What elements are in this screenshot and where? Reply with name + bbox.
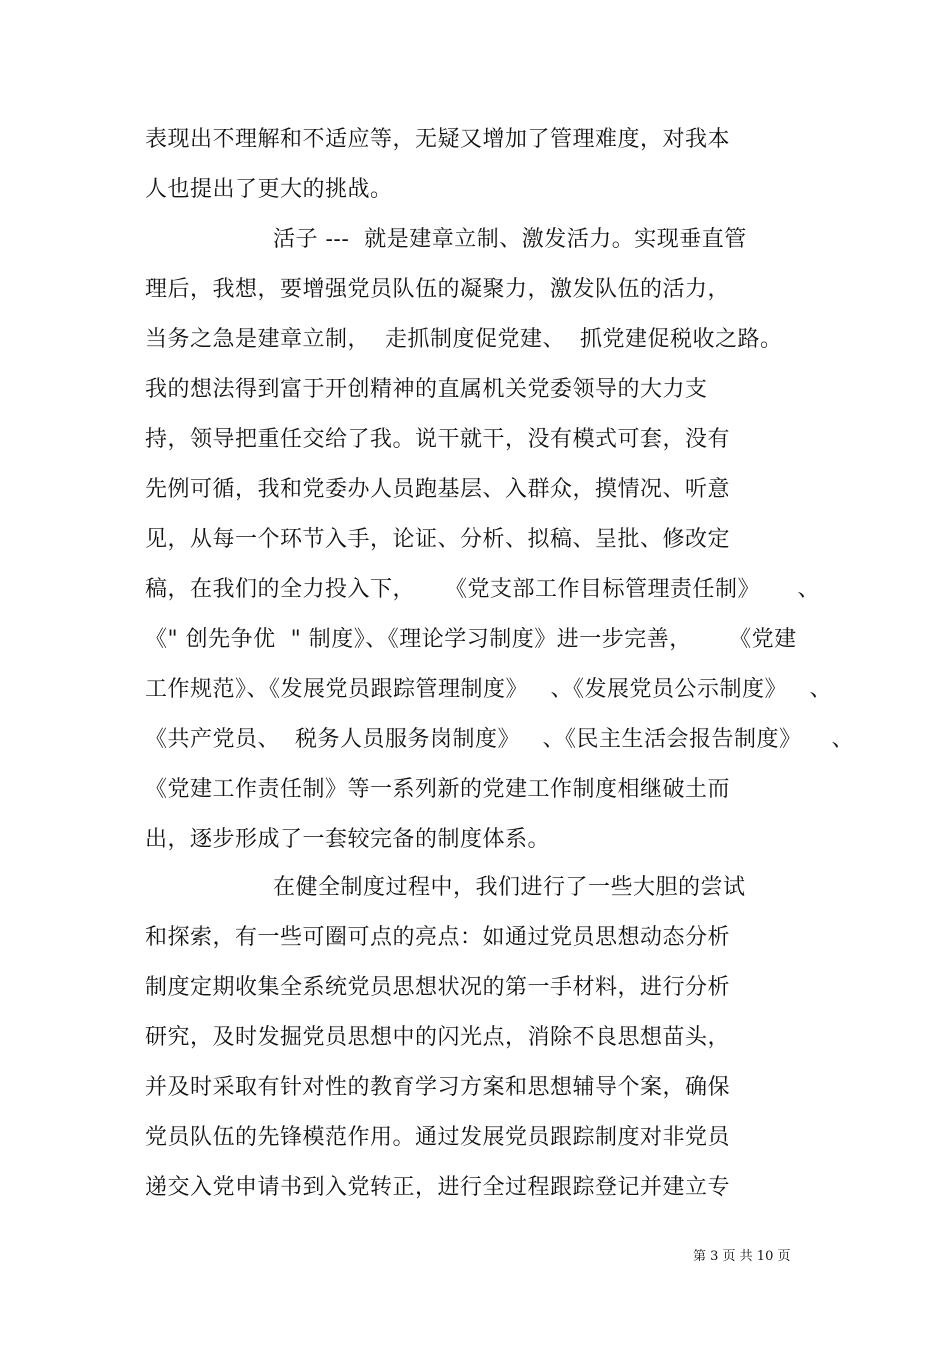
text-line: 研究，及时发掘党员思想中的闪光点，消除不良思想苗头， xyxy=(145,1025,731,1050)
text-line: 稿，在我们的全力投入下， 《党支部工作目标管理责任制》 、 xyxy=(145,577,820,602)
page-number: 第 3 页 共 10 页 xyxy=(693,1249,791,1264)
text-line: 我的想法得到富于开创精神的直属机关党委领导的大力支 xyxy=(145,377,708,402)
text-line: 制度定期收集全系统党员思想状况的第一手材料，进行分析 xyxy=(145,975,731,1000)
text-line: 和探索，有一些可圈可点的亮点：如通过党员思想动态分析 xyxy=(145,925,731,950)
paragraph-start-line: 活子 --- 就是建章立制、激发活力。实现垂直管 xyxy=(273,227,747,252)
text-line: 当务之急是建章立制， 走抓制度促党建、 抓党建促税收之路。 xyxy=(145,327,783,352)
text-line: 《党建工作责任制》等一系列新的党建工作制度相继破土而 xyxy=(145,777,731,802)
text-line: 《共产党员、 税务人员服务岗制度》 、《民主生活会报告制度》 、 xyxy=(145,727,854,752)
text-line: 递交入党申请书到入党转正，进行全过程跟踪登记并建立专 xyxy=(145,1175,731,1200)
text-line: 理后，我想，要增强党员队伍的凝聚力，激发队伍的活力， xyxy=(145,277,731,302)
text-line: 并及时采取有针对性的教育学习方案和思想辅导个案，确保 xyxy=(145,1075,731,1100)
text-line: 工作规范》、《发展党员跟踪管理制度》 、《发展党员公示制度》 、 xyxy=(145,677,832,702)
text-line: 人也提出了更大的挑战。 xyxy=(145,177,393,202)
text-line: 表现出不理解和不适应等，无疑又增加了管理难度，对我本 xyxy=(145,127,731,152)
text-line: 《" 创先争优 " 制度》、《理论学习制度》进一步完善， 《党建 xyxy=(145,627,797,652)
text-line: 党员队伍的先锋模范作用。通过发展党员跟踪制度对非党员 xyxy=(145,1125,731,1150)
text-line: 出，逐步形成了一套较完备的制度体系。 xyxy=(145,827,551,852)
text-line: 持，领导把重任交给了我。说干就干，没有模式可套，没有 xyxy=(145,427,731,452)
paragraph-start-line: 在健全制度过程中，我们进行了一些大胆的尝试 xyxy=(273,875,746,900)
text-line: 先例可循，我和党委办人员跑基层、入群众，摸情况、听意 xyxy=(145,477,731,502)
text-line: 见，从每一个环节入手，论证、分析、拟稿、呈批、修改定 xyxy=(145,527,731,552)
